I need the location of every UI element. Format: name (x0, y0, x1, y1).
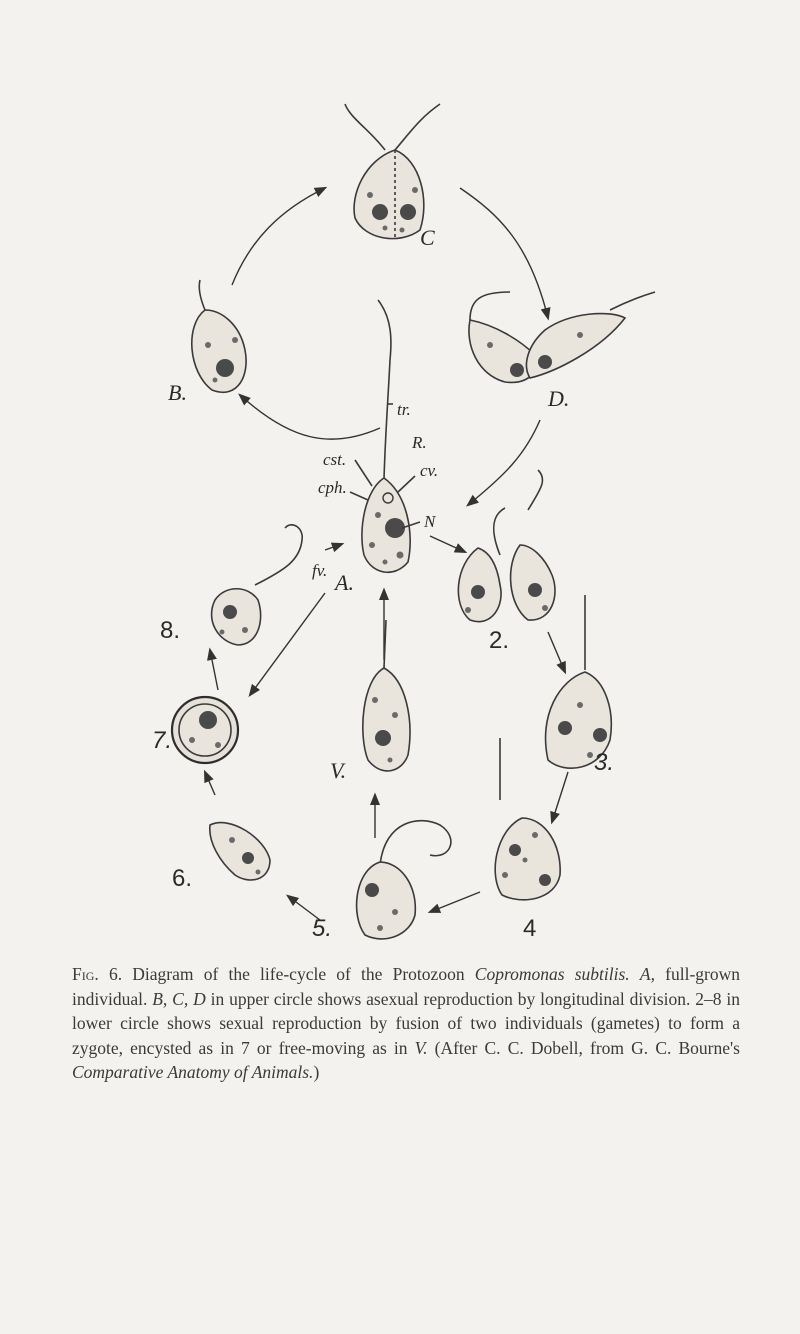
label-4: 4 (523, 915, 537, 942)
arrow-C-to-D (460, 188, 548, 318)
label-N: N (424, 512, 436, 531)
cell-A (362, 300, 410, 572)
label-D: D. (548, 386, 570, 411)
label-V: V. (330, 758, 347, 783)
caption-text-2: full-grown individual. (72, 964, 741, 1009)
label-R: R. (412, 433, 427, 452)
caption-book-title: Comparative Anatomy of Animals. (72, 1062, 314, 1082)
cell-B (192, 280, 246, 392)
caption-text-3: in upper circle shows asexual reproduction by longitudinal division. 2–8 in lower circle shows sexual reproduction by fusion of two individuals (gametes) to form a zygote, encysted as in 7 or free-moving as in (72, 988, 741, 1058)
figure-number: Fig. 6. (72, 964, 123, 984)
label-8: 8. (160, 617, 181, 644)
label-5: 5. (312, 915, 333, 942)
cell-4 (495, 818, 560, 900)
label-3: 3. (594, 749, 615, 776)
arrow-A-to-B (240, 395, 380, 439)
cell-7 (172, 697, 238, 763)
label-cv: cv. (420, 461, 439, 480)
arrow-4-to-5 (430, 892, 480, 912)
caption-space (630, 964, 640, 984)
label-tr: tr. (397, 400, 411, 419)
leader-cv (398, 476, 415, 492)
label-cst: cst. (323, 450, 347, 469)
arrow-to-8-diag (250, 593, 325, 695)
figure-caption (72, 962, 740, 1085)
cell-5 (357, 821, 451, 939)
cell-V (363, 620, 410, 771)
arrow-7-to-8 (210, 650, 218, 690)
label-fv: fv. (312, 561, 328, 580)
caption-text-4: (After C. C. Dobell, from G. C. Bourne's (427, 1037, 740, 1058)
label-C: C (420, 225, 435, 250)
caption-ref-V: V. (414, 1037, 428, 1058)
caption-text-1: Diagram of the life-cycle of the Protozoon (122, 964, 475, 984)
cell-D (469, 292, 655, 382)
cell-C (345, 104, 440, 239)
arrow-D-to-A (468, 420, 540, 505)
arrow-B-to-C (232, 188, 325, 285)
arrow-3-to-4 (552, 772, 568, 822)
cell-6 (210, 823, 270, 880)
leader-cph (350, 492, 368, 500)
arrow-A-to-2 (430, 536, 465, 552)
label-A: A. (335, 570, 354, 595)
arrow-7-to-6 (205, 772, 215, 795)
arrow-8-to-fv (325, 544, 342, 550)
leader-cst (355, 460, 372, 486)
label-6: 6. (172, 865, 193, 892)
label-2: 2. (489, 627, 510, 654)
label-7: 7. (152, 727, 173, 754)
caption-ref-BCD: B, C, D (152, 988, 206, 1009)
caption-ref-A: A, (639, 964, 655, 984)
cell-8 (212, 525, 303, 645)
arrow-2-to-3 (548, 632, 565, 672)
label-B: B. (168, 380, 187, 405)
label-cph: cph. (318, 478, 347, 497)
caption-species: Copromonas subtilis. (474, 964, 630, 984)
caption-text-5: ) (313, 1062, 320, 1082)
cell-2 (458, 470, 555, 622)
